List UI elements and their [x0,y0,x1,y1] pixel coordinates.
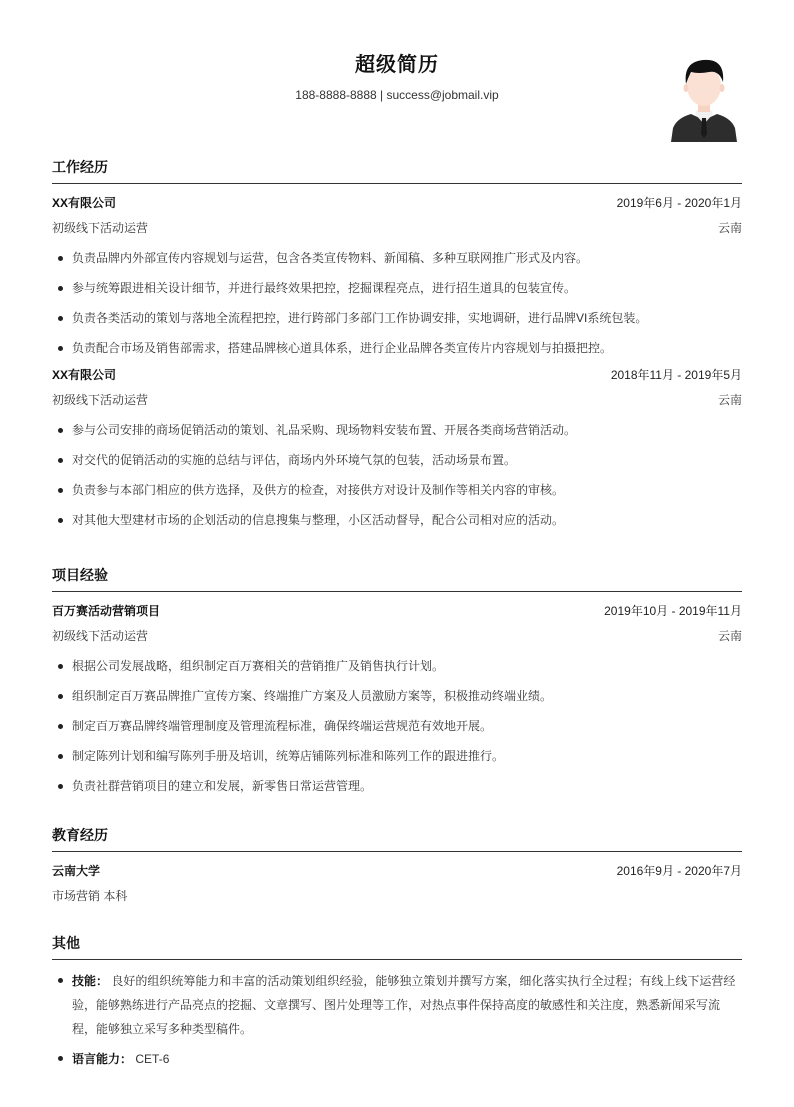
list-item: 组织制定百万赛品牌推广宣传方案、终端推广方案及人员激励方案等，积极推动终端业绩。 [52,681,742,711]
project-section [52,565,742,801]
list-item: 参与公司安排的商场促销活动的策划、礼品采购、现场物料安装布置、开展各类商场营销活动。 [52,415,742,445]
section-title: 其他 [52,933,742,960]
item-text: CET-6 [135,1052,170,1066]
list-item: 负责配合市场及销售部需求，搭建品牌核心道具体系，进行企业品牌各类宣传片内容规划与拍摄把控。 [52,333,742,363]
entry-header [52,363,742,388]
job-role: 初级线下活动运营 [52,221,149,235]
company-name: XX有限公司 [52,368,117,382]
list-item: 负责各类活动的策划与落地全流程把控，进行跨部门多部门工作协调安排，实地调研，进行品牌VI系统包装。 [52,303,742,333]
entry-header [52,859,742,884]
job-role: 初级线下活动运营 [52,393,149,407]
contact-info: 188-8888-8888 | success@jobmail.vip [295,88,499,102]
bullet-list [52,243,742,363]
entry-header [52,191,742,216]
list-item: 对交代的促销活动的实施的总结与评估，商场内外环境气氛的包装，活动场景布置。 [52,445,742,475]
list-item: 根据公司发展战略，组织制定百万赛相关的营销推广及销售执行计划。 [52,651,742,681]
section-title: 项目经验 [52,565,742,592]
avatar [669,54,739,142]
resume-header [52,48,742,148]
list-item: 对其他大型建材市场的企划活动的信息搜集与整理，小区活动督导，配合公司相对应的活动。 [52,505,742,535]
list-item: 负责参与本部门相应的供方选择，及供方的检查，对接供方对设计及制作等相关内容的审核。 [52,475,742,505]
list-item: 制定百万赛品牌终端管理制度及管理流程标准，确保终端运营规范有效地开展。 [52,711,742,741]
list-item [52,1044,742,1074]
list-item: 制定陈列计划和编写陈列手册及培训，统筹店铺陈列标准和陈列工作的跟进推行。 [52,741,742,771]
entry-subheader [52,884,742,909]
location: 云南 [717,221,742,235]
item-label: 技能： [72,974,109,988]
job-role: 初级线下活动运营 [52,629,149,643]
date-range: 2018年11月 - 2019年5月 [610,368,742,382]
item-label: 语言能力： [72,1052,133,1066]
major-degree: 市场营销 本科 [52,889,128,903]
date-range: 2019年6月 - 2020年1月 [616,196,742,210]
item-text: 良好的组织统筹能力和丰富的活动策划组织经验，能够独立策划并撰写方案，细化落实执行全过程；有线上线下运营经验，能够熟练进行产品亮点的挖掘、文章撰写、图片处理等工作，对热点事件保持高度的敏感性和关注度，熟悉新闻采写流程，能够独立采写多种类型稿件。 [72,974,736,1036]
bullet-list [52,651,742,801]
section-title: 教育经历 [52,825,742,852]
location: 云南 [717,629,742,643]
company-name: XX有限公司 [52,196,117,210]
date-range: 2019年10月 - 2019年11月 [604,604,742,618]
date-range: 2016年9月 - 2020年7月 [616,864,742,878]
work-section [52,157,742,535]
bullet-list [52,415,742,535]
location: 云南 [717,393,742,407]
list-item: 负责品牌内外部宣传内容规划与运营，包含各类宣传物料、新闻稿、多种互联网推广形式及内容。 [52,243,742,273]
entry-subheader [52,388,742,413]
education-section [52,825,742,909]
entry-subheader [52,216,742,241]
list-item: 参与统筹跟进相关设计细节，并进行最终效果把控，挖掘课程亮点，进行招生道具的包装宣传。 [52,273,742,303]
school-name: 云南大学 [52,864,101,878]
list-item: 负责社群营销项目的建立和发展，新零售日常运营管理。 [52,771,742,801]
list-item [52,966,742,1044]
entry-subheader [52,624,742,649]
other-section [52,933,742,1074]
bullet-list [52,966,742,1074]
project-name: 百万赛活动营销项目 [52,604,161,618]
resume-name: 超级简历 [355,54,439,76]
section-title: 工作经历 [52,157,742,184]
entry-header [52,599,742,624]
